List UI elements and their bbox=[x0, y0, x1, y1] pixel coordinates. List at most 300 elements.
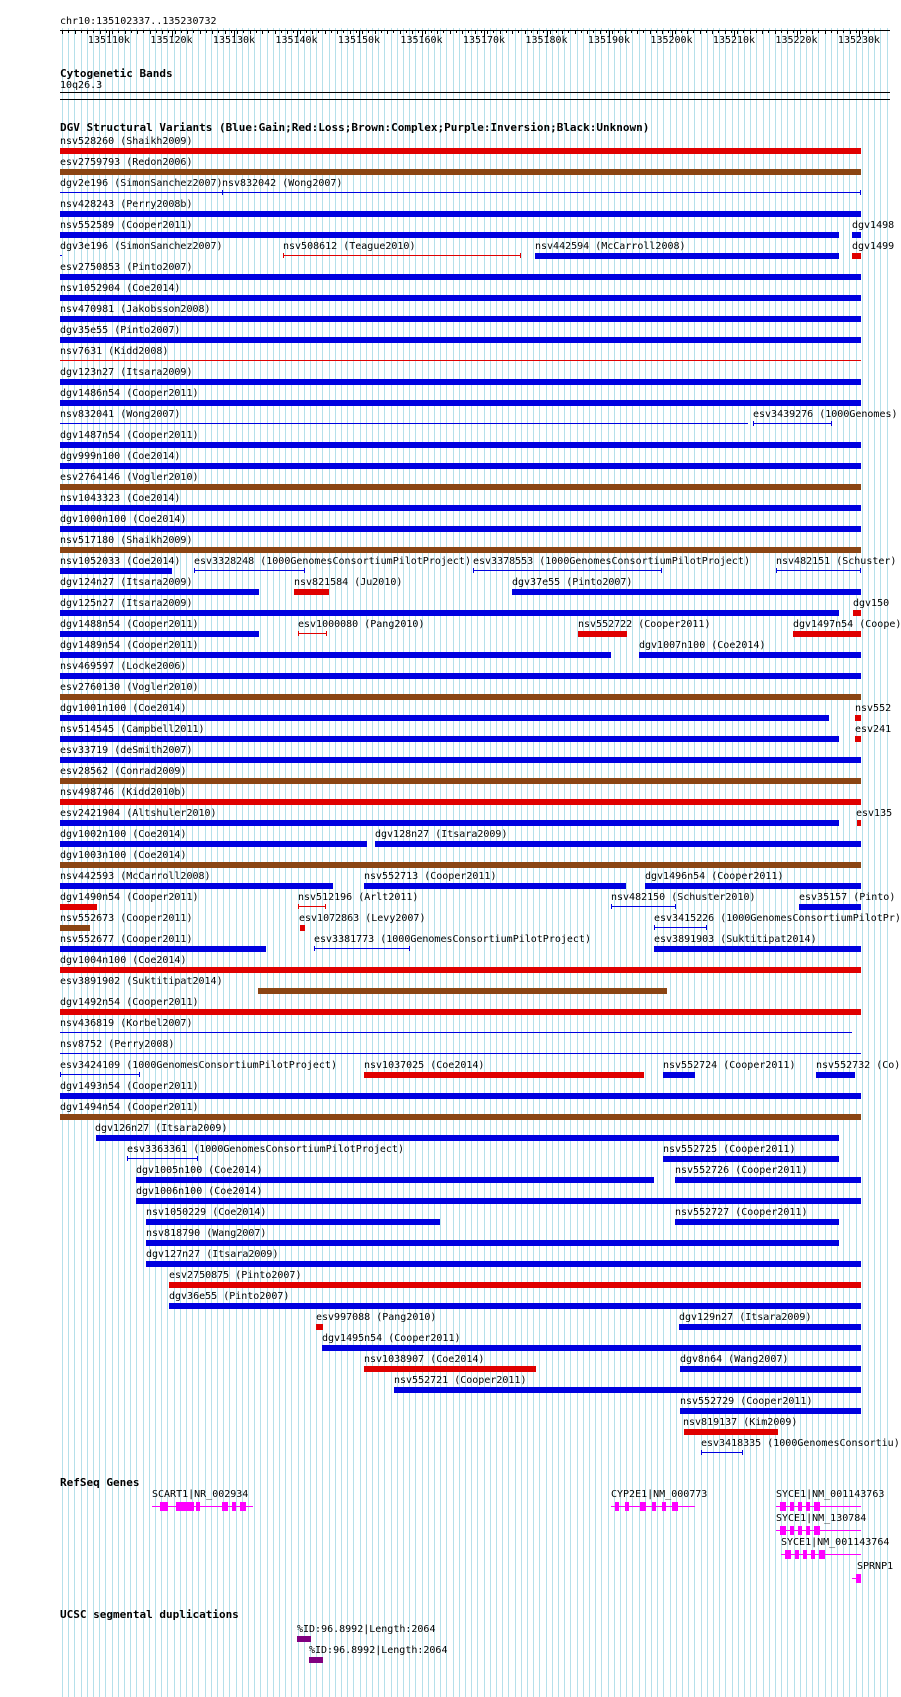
sv-id: nsv517180 bbox=[60, 535, 115, 546]
sv-label[interactable]: dgv1492n54 (Cooper2011) bbox=[60, 997, 199, 1008]
sv-study: Cooper2011 bbox=[132, 619, 193, 630]
sv-label[interactable]: dgv35e55 (Pinto2007) bbox=[60, 325, 181, 336]
sv-study: Coe2014 bbox=[138, 829, 181, 840]
sv-label[interactable]: esv2750853 (Pinto2007) bbox=[60, 262, 193, 273]
sv-id: esv997088 bbox=[316, 1312, 371, 1323]
sv-label[interactable]: dgv1002n100 (Coe2014) bbox=[60, 829, 187, 840]
sv-id: nsv498746 bbox=[60, 787, 115, 798]
sv-label[interactable]: esv35157 (Pinto) bbox=[799, 892, 896, 903]
sv-id: esv3363361 bbox=[127, 1144, 188, 1155]
sv-study: Coe2014 bbox=[138, 955, 181, 966]
sv-study: Itsara2009 bbox=[126, 598, 187, 609]
sv-id: esv35157 bbox=[799, 892, 848, 903]
sv-study: 1000GenomesConsortiumPilotProject bbox=[199, 1144, 398, 1155]
ruler-tick-label: 135140k bbox=[275, 35, 318, 46]
sv-label[interactable]: nsv8752 (Perry2008) bbox=[60, 1039, 175, 1050]
sv-label[interactable]: nsv552726 (Cooper2011) bbox=[675, 1165, 808, 1176]
sv-study: Cooper2011 bbox=[126, 220, 187, 231]
sv-label[interactable]: nsv1038907 (Coe2014) bbox=[364, 1354, 485, 1365]
sv-label[interactable]: nsv442593 (McCarroll2008) bbox=[60, 871, 211, 882]
sv-label[interactable]: esv2759793 (Redon2006) bbox=[60, 157, 193, 168]
sv-id: nsv7631 bbox=[60, 346, 103, 357]
sv-id: nsv552589 bbox=[60, 220, 115, 231]
sv-label[interactable]: nsv7631 (Kidd2008) bbox=[60, 346, 169, 357]
sv-study: Suktitipat2014 bbox=[726, 934, 811, 945]
sv-label[interactable]: nsv552724 (Cooper2011) bbox=[663, 1060, 796, 1071]
sv-label[interactable]: nsv470981 (Jakobsson2008) bbox=[60, 304, 211, 315]
sv-id: dgv1493n54 bbox=[60, 1081, 121, 1092]
sv-id: esv241 bbox=[855, 724, 892, 735]
sv-id: dgv1006n100 bbox=[136, 1186, 203, 1197]
sv-label[interactable]: nsv436819 (Korbel2007) bbox=[60, 1018, 193, 1029]
sv-study: Ju2010 bbox=[360, 577, 397, 588]
sv-study: Coe2014 bbox=[138, 850, 181, 861]
sv-id: nsv552732 bbox=[816, 1060, 871, 1071]
sv-study: Pinto bbox=[859, 892, 890, 903]
sv-label[interactable]: dgv129n27 (Itsara2009) bbox=[679, 1312, 812, 1323]
segdup-bar[interactable] bbox=[297, 1636, 311, 1642]
sv-label[interactable]: esv3363361 (1000GenomesConsortiumPilotProject) bbox=[127, 1144, 404, 1155]
sv-study: Coe2014 bbox=[218, 1207, 261, 1218]
sv-study: 1000GenomesConsortiumPilotProject bbox=[266, 556, 465, 567]
sv-id: esv28562 bbox=[60, 766, 109, 777]
sv-study: Itsara2009 bbox=[745, 1312, 806, 1323]
sv-id: esv3891902 bbox=[60, 976, 121, 987]
sv-study: Coe2014 bbox=[132, 451, 175, 462]
sv-id: esv2750875 bbox=[169, 1270, 230, 1281]
sv-study: 1000GenomesConsortiu bbox=[773, 1438, 894, 1449]
sv-id: dgv1499 bbox=[852, 241, 895, 252]
sv-label[interactable]: nsv508612 (Teague2010) bbox=[283, 241, 416, 252]
sv-label[interactable]: dgv126n27 (Itsara2009) bbox=[95, 1123, 228, 1134]
sv-label[interactable]: dgv37e55 (Pinto2007) bbox=[512, 577, 633, 588]
sv-id: dgv129n27 bbox=[679, 1312, 734, 1323]
gene-label[interactable]: SPRNP1 bbox=[857, 1561, 894, 1572]
sv-study: Kidd2010b bbox=[126, 787, 181, 798]
sv-id: nsv819137 bbox=[683, 1417, 738, 1428]
sv-study: Coe2014 bbox=[717, 640, 760, 651]
sv-study: McCarroll2008 bbox=[126, 871, 205, 882]
sv-id: dgv126n27 bbox=[95, 1123, 150, 1134]
sv-id: dgv1488n54 bbox=[60, 619, 121, 630]
sv-id: nsv552 bbox=[855, 703, 892, 714]
sv-study: Perry2008 bbox=[114, 1039, 169, 1050]
sv-study: Cooper2011 bbox=[729, 1144, 790, 1155]
sv-label[interactable]: nsv1052033 (Coe2014) bbox=[60, 556, 181, 567]
sv-id: dgv127n27 bbox=[146, 1249, 201, 1260]
sv-label[interactable]: esv2764146 (Vogler2010) bbox=[60, 472, 199, 483]
sv-study: Pinto2007 bbox=[241, 1270, 296, 1281]
sv-label[interactable]: esv2421904 (Altshuler2010) bbox=[60, 808, 217, 819]
sv-study: Arlt2011 bbox=[364, 892, 413, 903]
sv-id: nsv1037025 bbox=[364, 1060, 425, 1071]
sv-study: Coe2014 bbox=[138, 514, 181, 525]
sv-study: Korbel2007 bbox=[126, 1018, 187, 1029]
sv-label[interactable]: esv3415226 (1000GenomesConsortiumPilotPr) bbox=[654, 913, 901, 924]
sv-label[interactable]: esv1000080 (Pang2010) bbox=[298, 619, 425, 630]
gene-label[interactable]: SCART1|NR_002934 bbox=[152, 1489, 249, 1500]
sv-id: dgv1002n100 bbox=[60, 829, 127, 840]
sv-label[interactable]: esv1072863 (Levy2007) bbox=[299, 913, 426, 924]
sv-id: nsv1038907 bbox=[364, 1354, 425, 1365]
sv-label[interactable]: dgv127n27 (Itsara2009) bbox=[146, 1249, 279, 1260]
sv-study: Cooper2011 bbox=[132, 997, 193, 1008]
sv-study: Locke2006 bbox=[126, 661, 181, 672]
sv-label[interactable]: dgv2e196 (SimonSanchez2007) bbox=[60, 178, 223, 189]
sv-study: Cooper2011 bbox=[644, 619, 705, 630]
sv-label[interactable]: esv3424109 (1000GenomesConsortiumPilotProject) bbox=[60, 1060, 337, 1071]
sv-label[interactable]: nsv514545 (Campbell2011) bbox=[60, 724, 205, 735]
sv-label[interactable]: dgv1497n54 (Coope) bbox=[793, 619, 901, 630]
sv-id: esv3891903 bbox=[654, 934, 715, 945]
sv-label[interactable]: dgv1005n100 (Coe2014) bbox=[136, 1165, 263, 1176]
sv-study: Cooper2011 bbox=[729, 1060, 790, 1071]
sv-study: Wong2007 bbox=[126, 409, 175, 420]
sv-label[interactable]: dgv1495n54 (Cooper2011) bbox=[322, 1333, 461, 1344]
sv-id: nsv482150 bbox=[611, 892, 666, 903]
sv-label[interactable]: nsv832042 (Wong2007) bbox=[222, 178, 343, 189]
sv-id: esv3415226 bbox=[654, 913, 715, 924]
sv-label[interactable]: dgv1003n100 (Coe2014) bbox=[60, 850, 187, 861]
sv-id: nsv552726 bbox=[675, 1165, 730, 1176]
sv-study: Coe2014 bbox=[132, 493, 175, 504]
sv-id: nsv818790 bbox=[146, 1228, 201, 1239]
sv-study: Vogler2010 bbox=[132, 682, 193, 693]
sv-label[interactable]: esv3378553 (1000GenomesConsortiumPilotProject) bbox=[473, 556, 750, 567]
sv-id: nsv508612 bbox=[283, 241, 338, 252]
sv-id: nsv832042 bbox=[222, 178, 277, 189]
sv-id: dgv128n27 bbox=[375, 829, 430, 840]
sv-study: Cooper2011 bbox=[132, 1102, 193, 1113]
sv-study: Pang2010 bbox=[370, 619, 419, 630]
sv-id: nsv552673 bbox=[60, 913, 115, 924]
sv-label[interactable]: dgv3e196 (SimonSanchez2007) bbox=[60, 241, 223, 252]
sv-id: dgv37e55 bbox=[512, 577, 561, 588]
sv-study: Itsara2009 bbox=[441, 829, 502, 840]
sv-label[interactable]: dgv123n27 (Itsara2009) bbox=[60, 367, 193, 378]
ruler-tick-label: 135210k bbox=[712, 35, 756, 46]
sv-study: Pinto2007 bbox=[229, 1291, 284, 1302]
ruler-tick-label: 135150k bbox=[337, 35, 381, 46]
sv-label[interactable]: nsv552713 (Cooper2011) bbox=[364, 871, 497, 882]
sv-study: 1000GenomesConsortiumPilotProject bbox=[386, 934, 585, 945]
sv-study: Kidd2008 bbox=[114, 346, 163, 357]
sv-label[interactable]: esv2750875 (Pinto2007) bbox=[169, 1270, 302, 1281]
sv-label[interactable]: dgv1486n54 (Cooper2011) bbox=[60, 388, 199, 399]
sv-label[interactable]: nsv1037025 (Coe2014) bbox=[364, 1060, 485, 1071]
sv-study: Schuster bbox=[842, 556, 891, 567]
sv-label[interactable]: dgv1494n54 (Cooper2011) bbox=[60, 1102, 199, 1113]
sv-id: dgv1490n54 bbox=[60, 892, 121, 903]
ruler-position-label: chr10:135102337..135230732 bbox=[60, 16, 217, 27]
sv-study: Co bbox=[882, 1060, 895, 1071]
sv-label[interactable]: esv2760130 (Vogler2010) bbox=[60, 682, 199, 693]
sv-label[interactable]: dgv1490n54 (Cooper2011) bbox=[60, 892, 199, 903]
sv-id: dgv1497n54 bbox=[793, 619, 854, 630]
sv-id: nsv552722 bbox=[578, 619, 633, 630]
sv-id: nsv469597 bbox=[60, 661, 115, 672]
sv-id: nsv442593 bbox=[60, 871, 115, 882]
sv-label[interactable]: dgv1001n100 (Coe2014) bbox=[60, 703, 187, 714]
sv-label[interactable]: nsv442594 (McCarroll2008) bbox=[535, 241, 686, 252]
sv-study: Coe2014 bbox=[132, 556, 175, 567]
sv-study: Jakobsson2008 bbox=[126, 304, 205, 315]
sv-study: Coe2014 bbox=[138, 703, 181, 714]
sv-id: nsv436819 bbox=[60, 1018, 115, 1029]
sv-label[interactable]: nsv552673 (Cooper2011) bbox=[60, 913, 193, 924]
sv-id: dgv2e196 bbox=[60, 178, 109, 189]
sv-label[interactable]: esv3328248 (1000GenomesConsortiumPilotProject) bbox=[194, 556, 471, 567]
sv-id: esv3381773 bbox=[314, 934, 375, 945]
sv-id: esv2759793 bbox=[60, 157, 121, 168]
sv-id: dgv1492n54 bbox=[60, 997, 121, 1008]
ruler-tick-label: 135190k bbox=[587, 35, 631, 46]
sv-study: Redon2006 bbox=[132, 157, 187, 168]
sv-label[interactable]: dgv8n64 (Wang2007) bbox=[680, 1354, 789, 1365]
sv-study: Cooper2011 bbox=[394, 1333, 455, 1344]
sv-id: esv3418335 bbox=[701, 1438, 762, 1449]
sv-study: 1000GenomesConsortiumPilotProject bbox=[132, 1060, 331, 1071]
sv-study: Coe2014 bbox=[436, 1060, 479, 1071]
sv-study: Wang2007 bbox=[212, 1228, 261, 1239]
sv-study: Itsara2009 bbox=[126, 367, 187, 378]
sv-label[interactable]: nsv819137 (Kim2009) bbox=[683, 1417, 798, 1428]
sv-study: Cooper2011 bbox=[741, 1165, 802, 1176]
sv-id: dgv125n27 bbox=[60, 598, 115, 609]
sv-study: Coe2014 bbox=[214, 1186, 257, 1197]
sv-id: nsv1052033 bbox=[60, 556, 121, 567]
sv-label[interactable]: nsv1050229 (Coe2014) bbox=[146, 1207, 267, 1218]
sv-study: 1000GenomesConsortiumPilotPr bbox=[726, 913, 895, 924]
sv-study: Kim2009 bbox=[749, 1417, 792, 1428]
sv-label[interactable]: dgv1489n54 (Cooper2011) bbox=[60, 640, 199, 651]
ruler-tick-label: 135110k bbox=[87, 35, 131, 46]
sv-label[interactable]: nsv1052904 (Coe2014) bbox=[60, 283, 181, 294]
sv-label[interactable]: nsv517180 (Shaikh2009) bbox=[60, 535, 193, 546]
sv-label[interactable]: dgv1488n54 (Cooper2011) bbox=[60, 619, 199, 630]
sv-label[interactable]: esv3891902 (Suktitipat2014) bbox=[60, 976, 223, 987]
sv-id: nsv552725 bbox=[663, 1144, 718, 1155]
sv-study: Vogler2010 bbox=[132, 472, 193, 483]
sv-id: esv3439276 bbox=[753, 409, 814, 420]
sv-label[interactable]: nsv512196 (Arlt2011) bbox=[298, 892, 419, 903]
sv-id: nsv528260 bbox=[60, 136, 115, 147]
sv-study: Coe2014 bbox=[436, 1354, 479, 1365]
sv-study: Altshuler2010 bbox=[132, 808, 211, 819]
sv-id: dgv1004n100 bbox=[60, 955, 127, 966]
sv-id: dgv1487n54 bbox=[60, 430, 121, 441]
sv-study: Cooper2011 bbox=[132, 640, 193, 651]
sv-id: dgv35e55 bbox=[60, 325, 109, 336]
sv-id: dgv123n27 bbox=[60, 367, 115, 378]
ruler-tick-label: 135170k bbox=[462, 35, 506, 46]
sv-study: Cooper2011 bbox=[132, 1081, 193, 1092]
sv-study: Coe2014 bbox=[132, 283, 175, 294]
sv-label[interactable]: esv997088 (Pang2010) bbox=[316, 1312, 437, 1323]
sv-study: Campbell2011 bbox=[126, 724, 199, 735]
sv-id: dgv1486n54 bbox=[60, 388, 121, 399]
ruler-tick-label: 135220k bbox=[775, 35, 818, 46]
ruler-tick-label: 135230k bbox=[837, 35, 881, 46]
sv-id: dgv1489n54 bbox=[60, 640, 121, 651]
segdup-label[interactable]: %ID:96.8992|Length:2064 bbox=[309, 1645, 448, 1656]
sv-study: deSmith2007 bbox=[120, 745, 187, 756]
sv-id: dgv150 bbox=[853, 598, 890, 609]
sv-label[interactable]: nsv482150 (Schuster2010) bbox=[611, 892, 756, 903]
ruler-tick-label: 135130k bbox=[212, 35, 256, 46]
sv-study: 1000GenomesConsortiumPilotProject bbox=[545, 556, 744, 567]
sv-id: nsv482151 bbox=[776, 556, 831, 567]
sv-id: nsv552713 bbox=[364, 871, 419, 882]
sv-id: esv3328248 bbox=[194, 556, 255, 567]
sv-id: esv2760130 bbox=[60, 682, 121, 693]
sv-label[interactable]: nsv552727 (Cooper2011) bbox=[675, 1207, 808, 1218]
sv-study: Pinto2007 bbox=[120, 325, 175, 336]
sv-id: dgv1000n100 bbox=[60, 514, 127, 525]
sv-id: nsv552724 bbox=[663, 1060, 718, 1071]
sv-label[interactable]: esv3418335 (1000GenomesConsortiu) bbox=[701, 1438, 900, 1449]
sv-label[interactable]: nsv482151 (Schuster) bbox=[776, 556, 897, 567]
segdup-track-title: UCSC segmental duplications bbox=[60, 1608, 239, 1621]
sv-study: SimonSanchez2007 bbox=[120, 178, 217, 189]
ruler-tick-label: 135200k bbox=[650, 35, 693, 46]
sv-label[interactable]: nsv528260 (Shaikh2009) bbox=[60, 136, 193, 147]
sv-study: Cooper2011 bbox=[430, 871, 491, 882]
ruler-tick-label: 135120k bbox=[150, 35, 193, 46]
sv-id: esv2421904 bbox=[60, 808, 121, 819]
sv-id: esv1000080 bbox=[298, 619, 359, 630]
sv-label[interactable]: nsv552677 (Cooper2011) bbox=[60, 934, 193, 945]
sv-study: Wong2007 bbox=[288, 178, 337, 189]
sv-label[interactable]: nsv469597 (Locke2006) bbox=[60, 661, 187, 672]
sv-label[interactable]: nsv552589 (Cooper2011) bbox=[60, 220, 193, 231]
sv-label[interactable]: esv3891903 (Suktitipat2014) bbox=[654, 934, 817, 945]
sv-label[interactable]: esv3381773 (1000GenomesConsortiumPilotProject) bbox=[314, 934, 591, 945]
sv-label[interactable]: esv3439276 (1000Genomes) bbox=[753, 409, 898, 420]
sv-study: Schuster2010 bbox=[677, 892, 750, 903]
sv-id: esv3378553 bbox=[473, 556, 534, 567]
sv-study: Cooper2011 bbox=[126, 934, 187, 945]
sv-id: dgv999n100 bbox=[60, 451, 121, 462]
sv-label[interactable]: dgv128n27 (Itsara2009) bbox=[375, 829, 508, 840]
sv-label[interactable]: nsv821584 (Ju2010) bbox=[294, 577, 403, 588]
sv-study: Teague2010 bbox=[349, 241, 410, 252]
sv-label[interactable]: nsv498746 (Kidd2010b) bbox=[60, 787, 187, 798]
sv-id: dgv1005n100 bbox=[136, 1165, 203, 1176]
sv-id: esv2750853 bbox=[60, 262, 121, 273]
sv-id: dgv8n64 bbox=[680, 1354, 723, 1365]
sv-label[interactable]: dgv1496n54 (Cooper2011) bbox=[645, 871, 784, 882]
ruler-tick-label: 135160k bbox=[400, 35, 443, 46]
sv-study: Conrad2009 bbox=[120, 766, 181, 777]
segdup-label[interactable]: %ID:96.8992|Length:2064 bbox=[297, 1624, 436, 1635]
sv-label[interactable]: nsv552722 (Cooper2011) bbox=[578, 619, 711, 630]
sv-id: nsv1050229 bbox=[146, 1207, 207, 1218]
sv-label[interactable]: dgv1487n54 (Cooper2011) bbox=[60, 430, 199, 441]
sv-id: dgv36e55 bbox=[169, 1291, 218, 1302]
sv-label[interactable]: dgv1000n100 (Coe2014) bbox=[60, 514, 187, 525]
sv-study: Cooper2011 bbox=[132, 388, 193, 399]
sv-label[interactable]: dgv999n100 (Coe2014) bbox=[60, 451, 181, 462]
sv-study: SimonSanchez2007 bbox=[120, 241, 217, 252]
sv-id: nsv552721 bbox=[394, 1375, 449, 1386]
sv-id: nsv512196 bbox=[298, 892, 353, 903]
sv-label[interactable]: nsv1043323 (Coe2014) bbox=[60, 493, 181, 504]
sv-id: nsv514545 bbox=[60, 724, 115, 735]
sv-id: nsv8752 bbox=[60, 1039, 103, 1050]
sv-study: Cooper2011 bbox=[126, 913, 187, 924]
sv-study: Wang2007 bbox=[734, 1354, 783, 1365]
gene-label[interactable]: SYCE1|NM_001143764 bbox=[781, 1537, 890, 1548]
sv-id: dgv1496n54 bbox=[645, 871, 706, 882]
ruler-tick-label: 135180k bbox=[525, 35, 568, 46]
sv-label[interactable]: dgv1006n100 (Coe2014) bbox=[136, 1186, 263, 1197]
gene-label[interactable]: CYP2E1|NM_000773 bbox=[611, 1489, 708, 1500]
sv-id: dgv1001n100 bbox=[60, 703, 127, 714]
sv-label[interactable]: nsv818790 (Wang2007) bbox=[146, 1228, 267, 1239]
sv-study: Itsara2009 bbox=[212, 1249, 273, 1260]
sv-id: nsv470981 bbox=[60, 304, 115, 315]
sv-id: dgv3e196 bbox=[60, 241, 109, 252]
sv-study: Itsara2009 bbox=[126, 577, 187, 588]
sv-id: nsv442594 bbox=[535, 241, 590, 252]
sv-study: Cooper2011 bbox=[132, 892, 193, 903]
sv-id: nsv552727 bbox=[675, 1207, 730, 1218]
sv-label[interactable]: nsv832041 (Wong2007) bbox=[60, 409, 181, 420]
sv-id: esv3424109 bbox=[60, 1060, 121, 1071]
sv-id: nsv552677 bbox=[60, 934, 115, 945]
sv-id: dgv1494n54 bbox=[60, 1102, 121, 1113]
sv-id: nsv428243 bbox=[60, 199, 115, 210]
gene-label[interactable]: SYCE1|NM_001143763 bbox=[776, 1489, 885, 1500]
sv-label[interactable]: dgv125n27 (Itsara2009) bbox=[60, 598, 193, 609]
sv-id: nsv832041 bbox=[60, 409, 115, 420]
sv-id: esv135 bbox=[856, 808, 893, 819]
sv-label[interactable]: nsv552725 (Cooper2011) bbox=[663, 1144, 796, 1155]
sv-label[interactable]: esv33719 (deSmith2007) bbox=[60, 745, 193, 756]
sv-label[interactable]: nsv552732 (Co) bbox=[816, 1060, 901, 1071]
refseq-track-title: RefSeq Genes bbox=[60, 1476, 140, 1489]
sv-id: nsv821584 bbox=[294, 577, 349, 588]
dgv-track-title: DGV Structural Variants (Blue:Gain;Red:Loss;Brown:Complex;Purple:Inversion;Black:Unknown) bbox=[60, 121, 650, 134]
sv-study: Itsara2009 bbox=[161, 1123, 222, 1134]
sv-id: dgv124n27 bbox=[60, 577, 115, 588]
sv-study: Shaikh2009 bbox=[126, 535, 187, 546]
segdup-bar[interactable] bbox=[309, 1657, 323, 1663]
sv-label[interactable]: dgv124n27 (Itsara2009) bbox=[60, 577, 193, 588]
sv-study: Pinto2007 bbox=[572, 577, 627, 588]
sv-label[interactable]: dgv1007n100 (Coe2014) bbox=[639, 640, 766, 651]
sv-label[interactable]: esv28562 (Conrad2009) bbox=[60, 766, 187, 777]
sv-study: Cooper2011 bbox=[132, 430, 193, 441]
sv-label[interactable]: dgv1493n54 (Cooper2011) bbox=[60, 1081, 199, 1092]
cytoband-track-title: Cytogenetic Bands bbox=[60, 67, 173, 80]
sv-study: Pang2010 bbox=[382, 1312, 431, 1323]
sv-label[interactable]: dgv1004n100 (Coe2014) bbox=[60, 955, 187, 966]
sv-label[interactable]: nsv428243 (Perry2008b) bbox=[60, 199, 193, 210]
sv-id: nsv552729 bbox=[680, 1396, 735, 1407]
sv-label[interactable]: nsv552721 (Cooper2011) bbox=[394, 1375, 527, 1386]
sv-label[interactable]: dgv36e55 (Pinto2007) bbox=[169, 1291, 290, 1302]
sv-study: Coe2014 bbox=[214, 1165, 257, 1176]
sv-label[interactable]: nsv552729 (Cooper2011) bbox=[680, 1396, 813, 1407]
sv-study: Cooper2011 bbox=[741, 1207, 802, 1218]
sv-id: nsv1052904 bbox=[60, 283, 121, 294]
cytoband-label: 10q26.3 bbox=[60, 80, 103, 91]
sv-id: dgv1007n100 bbox=[639, 640, 706, 651]
gene-label[interactable]: SYCE1|NM_130784 bbox=[776, 1513, 867, 1524]
sv-study: Shaikh2009 bbox=[126, 136, 187, 147]
